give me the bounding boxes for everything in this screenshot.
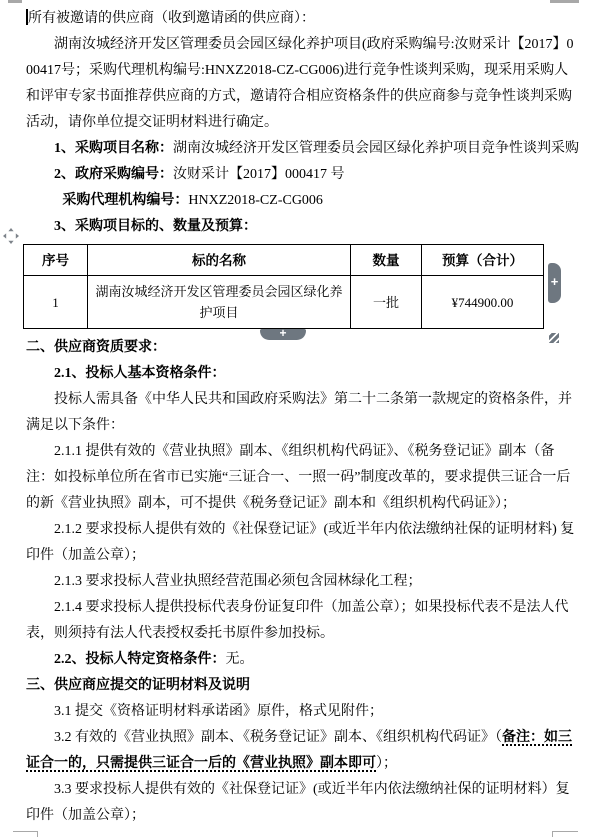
- paragraph-2-1-2: 2.1.2 要求投标人提供有效的《社保登记证》(或近半年内依法缴纳社保的证明材料) 复印件（加盖公章）；: [26, 522, 575, 563]
- paragraph-3-3: 3.3 要求投标人提供有效的《社保登记证》(或近半年内依法缴纳社保的证明材料）复印件（加盖公章）；: [26, 782, 570, 823]
- item-agency-no: [26, 188, 580, 214]
- page-margin-mark-top-left: [8, 0, 22, 3]
- section3-heading-text: 三、供应商应提交的证明材料及说明: [26, 678, 250, 693]
- table-header-seq: 序号: [24, 245, 88, 276]
- item-gov-purchase-no: [26, 162, 580, 188]
- table-cell-seq: 1: [24, 276, 88, 329]
- table-move-icon: [3, 228, 19, 244]
- paragraph-2-1-1: 2.1.1 提供有效的《营业执照》副本、《组织机构代码证》、《税务登记证》副本（备注：如投标单位所在省市已实施“三证合一、一照一码”制度改革的，要求提供三证合一后的新《营业执照》副本，可不提供《税务登记证》副本和《组织机构代码证》）；: [26, 444, 571, 511]
- table-resize-handle[interactable]: [549, 333, 559, 343]
- item-project-name-label: 1、采购项目名称：: [54, 141, 173, 156]
- table-cell-budget: ¥744900.00: [422, 276, 544, 329]
- section3-heading: [26, 673, 580, 699]
- table-row: [24, 276, 544, 329]
- page-margin-mark-bottom-left: [13, 831, 38, 837]
- item-project-name-value: 湖南汝城经济开发区管理委员会园区绿化养护项目竞争性谈判采购: [173, 141, 579, 156]
- item-subject-heading: [26, 214, 580, 240]
- item-gov-purchase-no-value: 汝财采计【2017】000417 号: [173, 167, 345, 182]
- table-move-handle[interactable]: [3, 228, 19, 244]
- table-header-subject: 标的名称: [88, 245, 351, 276]
- add-row-button[interactable]: [260, 329, 306, 340]
- section2-heading-text: 二、供应商资质要求：: [26, 340, 166, 355]
- page-margin-mark-top-right: [550, 0, 579, 3]
- salutation-text: 所有被邀请的供应商（收到邀请函的供应商）：: [28, 11, 315, 26]
- table-header-quantity: 数量: [351, 245, 422, 276]
- paragraph-basic-qualification: 投标人需具备《中华人民共和国政府采购法》第二十二条第一款规定的资格条件，并满足以下条件：: [26, 392, 572, 433]
- add-column-button[interactable]: [548, 263, 561, 303]
- paragraph-3-2: [26, 725, 580, 777]
- table-header-budget: 预算（合计）: [422, 245, 544, 276]
- item-project-name: [26, 136, 580, 162]
- paragraph-3-1: 3.1 提交《资格证明材料承诺函》原件，格式见附件；: [54, 704, 383, 719]
- item-gov-purchase-no-label: 2、政府采购编号：: [54, 167, 173, 182]
- table-header-row: [24, 245, 544, 276]
- table-cell-quantity: 一批: [351, 276, 422, 329]
- paragraph-3-2-post: ）；: [376, 756, 397, 771]
- salutation-line: [26, 6, 580, 32]
- item-subject-heading-label: 3、采购项目标的、数量及预算：: [54, 219, 257, 234]
- paragraph-2-1-3: 2.1.3 要求投标人营业执照经营范围必须包含园林绿化工程；: [54, 574, 422, 589]
- paragraph-3-2-pre: 3.2 有效的《营业执照》副本、《税务登记证》副本、《组织机构代码证》（: [54, 730, 502, 745]
- procurement-table-container: [23, 244, 559, 340]
- page-margin-mark-bottom-right: [552, 831, 578, 837]
- section2-sub1-text: 2.1、投标人基本资格条件：: [54, 366, 226, 381]
- section2-sub1-heading: [26, 361, 580, 387]
- intro-paragraph: 湖南汝城经济开发区管理委员会园区绿化养护项目(政府采购编号:汝财采计【2017】000417号；采购代理机构编号:HNXZ2018-CZ-CG006)进行竞争性谈判采购，现采用采购人和评审专家书面推荐供应商的方式，邀请符合相应资格条件的供应商参与竞争性谈判采购活动，请你单位提交证明材料进行确定。: [26, 37, 574, 130]
- section2-sub2-value: 无。: [225, 652, 254, 667]
- item-agency-no-value: HNXZ2018-CZ-CG006: [188, 193, 323, 208]
- section2-sub2-label: 2.2、投标人特定资格条件：: [54, 652, 226, 667]
- table-cell-subject: 湖南汝城经济开发区管理委员会园区绿化养护项目: [88, 276, 351, 329]
- section2-sub2: [26, 647, 580, 673]
- section2-heading: [26, 335, 580, 361]
- paragraph-2-1-4: 2.1.4 要求投标人提供投标代表身份证复印件（加盖公章）；如果投标代表不是法人代表，则须持有法人代表授权委托书原件参加投标。: [26, 600, 569, 641]
- paragraph-3-2-note: 备注：如三证合一的，只需提供三证合一后的《营业执照》副本即可: [26, 730, 572, 771]
- procurement-table: [23, 244, 544, 329]
- item-agency-no-label: 采购代理机构编号：: [62, 193, 189, 208]
- plus-icon: +: [279, 329, 287, 340]
- plus-icon: +: [550, 274, 559, 289]
